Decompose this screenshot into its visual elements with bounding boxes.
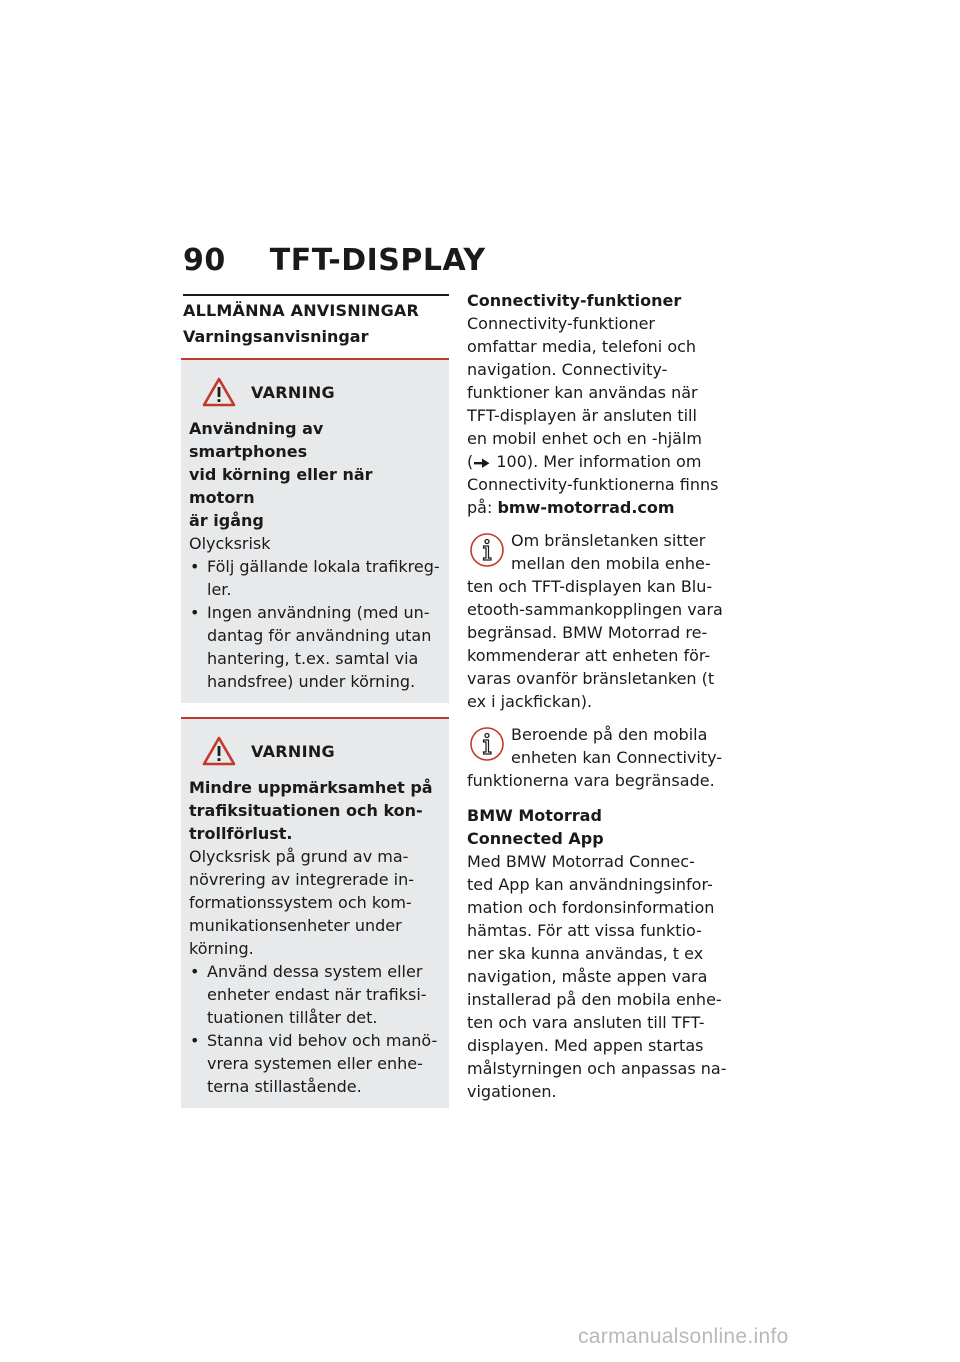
app-heading [467,804,739,850]
warning-bullet-list [189,555,443,693]
warning-text-line: növrering av integrerade in- [189,870,414,889]
warning-title-line: Mindre uppmärksamhet på [189,778,433,797]
bullet-line: tuationen tillåter det. [207,1008,378,1027]
bullet-line: enheter endast när trafiksi- [207,985,427,1004]
info-line: varas ovanför bränsletanken (t [467,669,715,688]
warning-title [189,417,443,532]
warning-box-1 [181,358,449,703]
page-title: TFT-DISPLAY [269,243,486,278]
info-note-2 [467,723,739,792]
right-column [467,289,739,1103]
left-column [181,294,449,1108]
warning-title-line: vid körning eller när motorn [189,465,373,507]
text-line: ner ska kunna användas, t ex [467,944,704,963]
arrow-right-icon[interactable] [473,457,491,469]
info-note-1 [467,529,739,713]
page-reference: 100). Mer information om [491,452,702,471]
section-title: ALLMÄNNA ANVISNINGAR [183,294,449,320]
bullet-item [189,960,443,1029]
warning-header [189,733,443,769]
info-line: mellan den mobila enhe- [511,554,711,573]
text-line: vigationen. [467,1082,557,1101]
info-line: enheten kan Connectivity- [511,748,723,767]
app-heading-line: Connected App [467,829,604,848]
text-line: displayen. Med appen startas [467,1036,704,1055]
bullet-line: dantag för användning utan [207,626,432,645]
text-line: omfattar media, telefoni och [467,337,697,356]
warning-title [189,776,443,845]
warning-box-2 [181,717,449,1108]
info-line: etooth-sammankopplingen vara [467,600,723,619]
watermark: carmanualsonline.info [578,1325,789,1348]
bullet-line: • Ingen användning (med un- [207,603,430,622]
text-line: målstyrningen och anpassas na- [467,1059,727,1078]
bullet-item [189,1029,443,1098]
text-line: mation och fordonsinformation [467,898,715,917]
bullet-line: terna stillastående. [207,1077,362,1096]
warning-title-line: är igång [189,511,264,530]
app-heading-line: BMW Motorrad [467,806,602,825]
bullet-line: handsfree) under körning. [207,672,416,691]
connectivity-paragraph [467,312,739,519]
ref-open: ( [467,452,474,471]
text-line: en mobil enhet och en -hjälm [467,429,702,448]
text-line: TFT-displayen är ansluten till [467,406,697,425]
bullet-line: vrera systemen eller enhe- [207,1054,423,1073]
text-line: funktioner kan användas när [467,383,698,402]
page-header [183,243,486,278]
bullet-line: ler. [207,580,232,599]
bullet-line: • Använd dessa system eller [207,962,423,981]
warning-text [189,845,443,960]
text-line: navigation, måste appen vara [467,967,708,986]
warning-title-line: Användning av smartphones [189,419,324,461]
warning-header [189,374,443,410]
info-line: funktionerna vara begränsade. [467,771,715,790]
text-line: Connectivity-funktioner [467,314,655,333]
warning-title-line: trollförlust. [189,824,293,843]
bullet-line: hantering, t.ex. samtal via [207,649,419,668]
info-line: ex i jackfickan). [467,692,593,711]
link-line [467,496,739,519]
page-number: 90 [183,243,226,278]
text-line: navigation. Connectivity- [467,360,668,379]
warning-triangle-icon [201,376,237,408]
warning-text-line: formationssystem och kom- [189,893,412,912]
connectivity-heading: Connectivity-funktioner [467,291,682,310]
link-prefix: på: [467,498,498,517]
text-line: Connectivity-funktionerna finns [467,475,719,494]
info-line: kommenderar att enheten för- [467,646,711,665]
info-icon [469,726,505,762]
sub-heading: Varningsanvisningar [183,327,369,346]
text-line: Med BMW Motorrad Connec- [467,852,695,871]
text-line: ten och vara ansluten till TFT- [467,1013,705,1032]
info-line: ten och TFT-displayen kan Blu- [467,577,713,596]
info-line: Beroende på den mobila [511,725,708,744]
warning-label: VARNING [251,382,335,402]
warning-text-line: Olycksrisk [189,534,271,553]
info-line: Om bränsletanken sitter [511,531,706,550]
warning-text-line: Olycksrisk på grund av ma- [189,847,409,866]
text-line: installerad på den mobila enhe- [467,990,722,1009]
bullet-item [189,555,443,601]
bullet-line: • Följ gällande lokala trafikreg- [207,557,440,576]
warning-bullet-list [189,960,443,1098]
text-line: ted App kan användningsinfor- [467,875,713,894]
info-icon [469,532,505,568]
warning-text-line: munikationsenheter under [189,916,402,935]
website-link[interactable]: bmw-motorrad.com [497,498,675,517]
warning-label: VARNING [251,741,335,761]
app-paragraph [467,850,739,1103]
warning-text-line: körning. [189,939,254,958]
text-line: hämtas. För att vissa funktio- [467,921,702,940]
bullet-item [189,601,443,693]
warning-triangle-icon [201,735,237,767]
warning-title-line: trafiksituationen och kon- [189,801,423,820]
reference-line [467,450,739,473]
bullet-line: • Stanna vid behov och manö- [207,1031,438,1050]
warning-text [189,532,443,555]
info-line: begränsad. BMW Motorrad re- [467,623,708,642]
